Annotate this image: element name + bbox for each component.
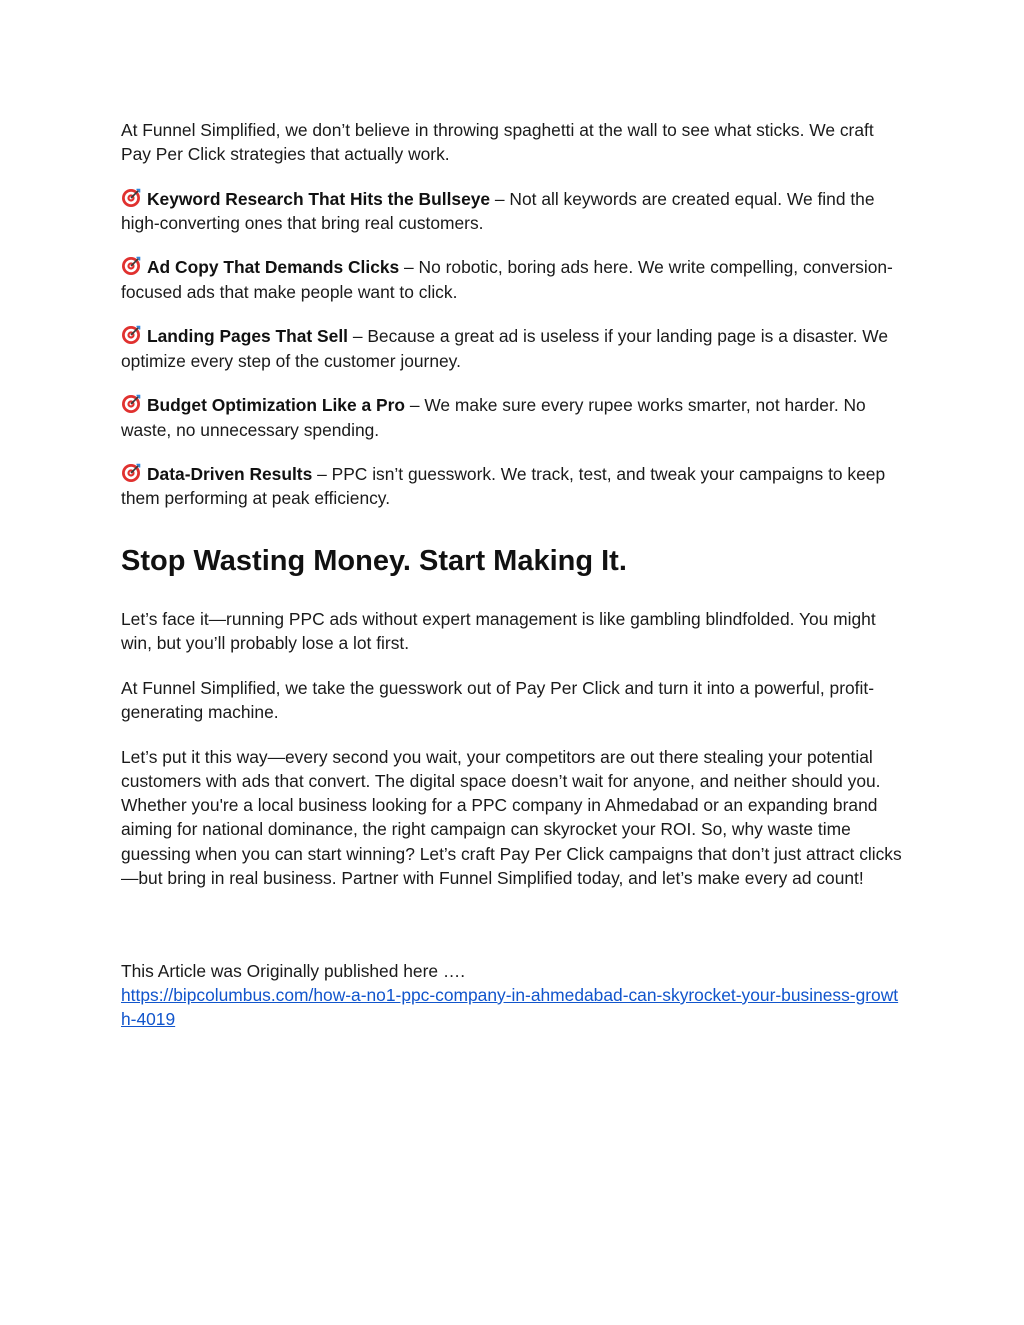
target-icon — [121, 188, 141, 208]
feature-item — [121, 393, 906, 442]
feature-item — [121, 255, 906, 304]
section-heading: Stop Wasting Money. Start Making It. — [121, 544, 627, 577]
feature-item — [121, 462, 906, 511]
feature-description: – Not all keywords are created equal. We find the high-converting ones that bring real customers. — [121, 188, 875, 233]
feature-description: – PPC isn’t guesswork. We track, test, and tweak your campaigns to keep them performing at peak efficiency. — [121, 464, 886, 509]
feature-title: Ad Copy That Demands Clicks — [147, 257, 400, 278]
source-label: This Article was Originally published here …. — [121, 960, 466, 981]
feature-description: – We make sure every rupee works smarter, not harder. No waste, no unnecessary spending. — [121, 395, 866, 440]
feature-list — [121, 187, 906, 511]
spacer — [121, 911, 906, 959]
feature-description: – No robotic, boring ads here. We write compelling, conversion-focused ads that make people want to click. — [121, 257, 893, 302]
feature-title: Budget Optimization Like a Pro — [147, 395, 405, 416]
source-link[interactable]: https://bipcolumbus.com/how-a-no1-ppc-company-in-ahmedabad-can-skyrocket-your-business-growth-4019 — [121, 984, 899, 1030]
body-paragraph: Let’s put it this way—every second you wait, your competitors are out there stealing your potential customers with ads that convert. The digital space doesn’t wait for anyone, and neither should you. Whether you're a local business looking for a PPC company in Ahmedabad or an expanding brand aiming for national dominance, the right campaign can skyrocket your ROI. So, why waste time guessing when you can start winning? Let’s craft Pay Per Click campaigns that don’t just attract clicks—but bring in real business. Partner with Funnel Simplified today, and let’s make every ad count! — [121, 746, 902, 889]
target-icon — [121, 325, 141, 345]
target-icon — [121, 256, 141, 276]
feature-description: – Because a great ad is useless if your landing page is a disaster. We optimize every step of the customer journey. — [121, 326, 889, 371]
body-paragraph: At Funnel Simplified, we take the guesswork out of Pay Per Click and turn it into a powerful, profit-generating machine. — [121, 677, 874, 722]
feature-title: Landing Pages That Sell — [147, 326, 348, 347]
target-icon — [121, 394, 141, 414]
source-block — [121, 959, 906, 1032]
feature-title: Keyword Research That Hits the Bullseye — [147, 188, 491, 209]
feature-title: Data-Driven Results — [147, 464, 313, 485]
body-paragraph: Let’s face it—running PPC ads without expert management is like gambling blindfolded. You might win, but you’ll probably lose a lot first. — [121, 608, 876, 654]
feature-item — [121, 187, 906, 236]
feature-item — [121, 324, 906, 373]
target-icon — [121, 463, 141, 483]
intro-paragraph: At Funnel Simplified, we don’t believe in throwing spaghetti at the wall to see what sticks. We craft Pay Per Click strategies that actually work. — [121, 120, 874, 165]
